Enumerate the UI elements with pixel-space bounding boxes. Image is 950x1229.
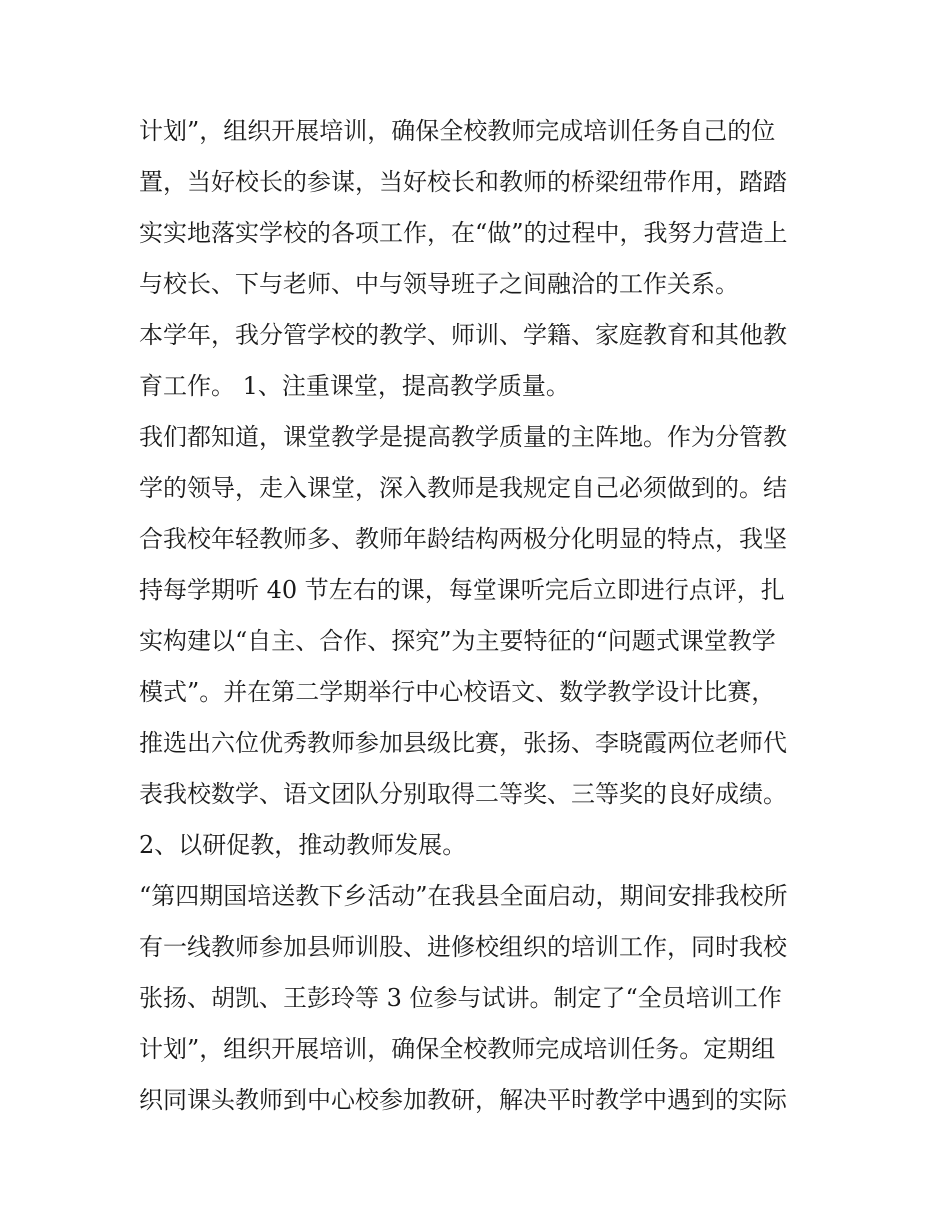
text-line: 模式”。并在第二学期举行中心校语文、数学教学设计比赛， [139,678,776,706]
text-line: 置，当好校长的参谋，当好校长和教师的桥梁纽带作用，踏踏 [139,168,787,196]
text-line: 实构建以“自主、合作、探究”为主要特征的“问题式课堂教学 [139,627,776,655]
text-line: 织同课头教师到中心校参加教研，解决平时教学中遇到的实际 [139,1086,787,1114]
body-text [139,106,819,1126]
text-line: 我们都知道，课堂教学是提高教学质量的主阵地。作为分管教 [139,423,787,451]
text-line: 计划”，组织开展培训，确保全校教师完成培训任务自己的位 [139,117,776,145]
text-line: 合我校年轻教师多、教师年龄结构两极分化明显的特点，我坚 [139,525,787,553]
text-line: 推选出六位优秀教师参加县级比赛，张扬、李晓霞两位老师代 [139,729,787,757]
text-line: 实实地落实学校的各项工作，在“做”的过程中，我努力营造上 [139,219,788,247]
text-line: 持每学期听 40 节左右的课，每堂课听完后立即进行点评，扎 [139,576,785,604]
text-line: 张扬、胡凯、王彭玲等 3 位参与试讲。制定了“全员培训工作 [139,984,782,1012]
text-line: 学的领导，走入课堂，深入教师是我规定自己必须做到的。结 [139,474,787,502]
text-line: 本学年，我分管学校的教学、师训、学籍、家庭教育和其他教 [139,321,787,349]
text-line: 育工作。 1、注重课堂，提高教学质量。 [139,372,570,400]
text-line: 表我校数学、语文团队分别取得二等奖、三等奖的良好成绩。 [139,780,787,808]
text-line: 2、以研促教，推动教师发展。 [139,831,467,859]
text-line: 与校长、下与老师、中与领导班子之间融洽的工作关系。 [139,270,739,298]
text-line: 计划”，组织开展培训，确保全校教师完成培训任务。定期组 [139,1035,776,1063]
text-line: “第四期国培送教下乡活动”在我县全面启动，期间安排我校所 [139,882,788,910]
text-line: 有一线教师参加县师训股、进修校组织的培训工作，同时我校 [139,933,787,961]
